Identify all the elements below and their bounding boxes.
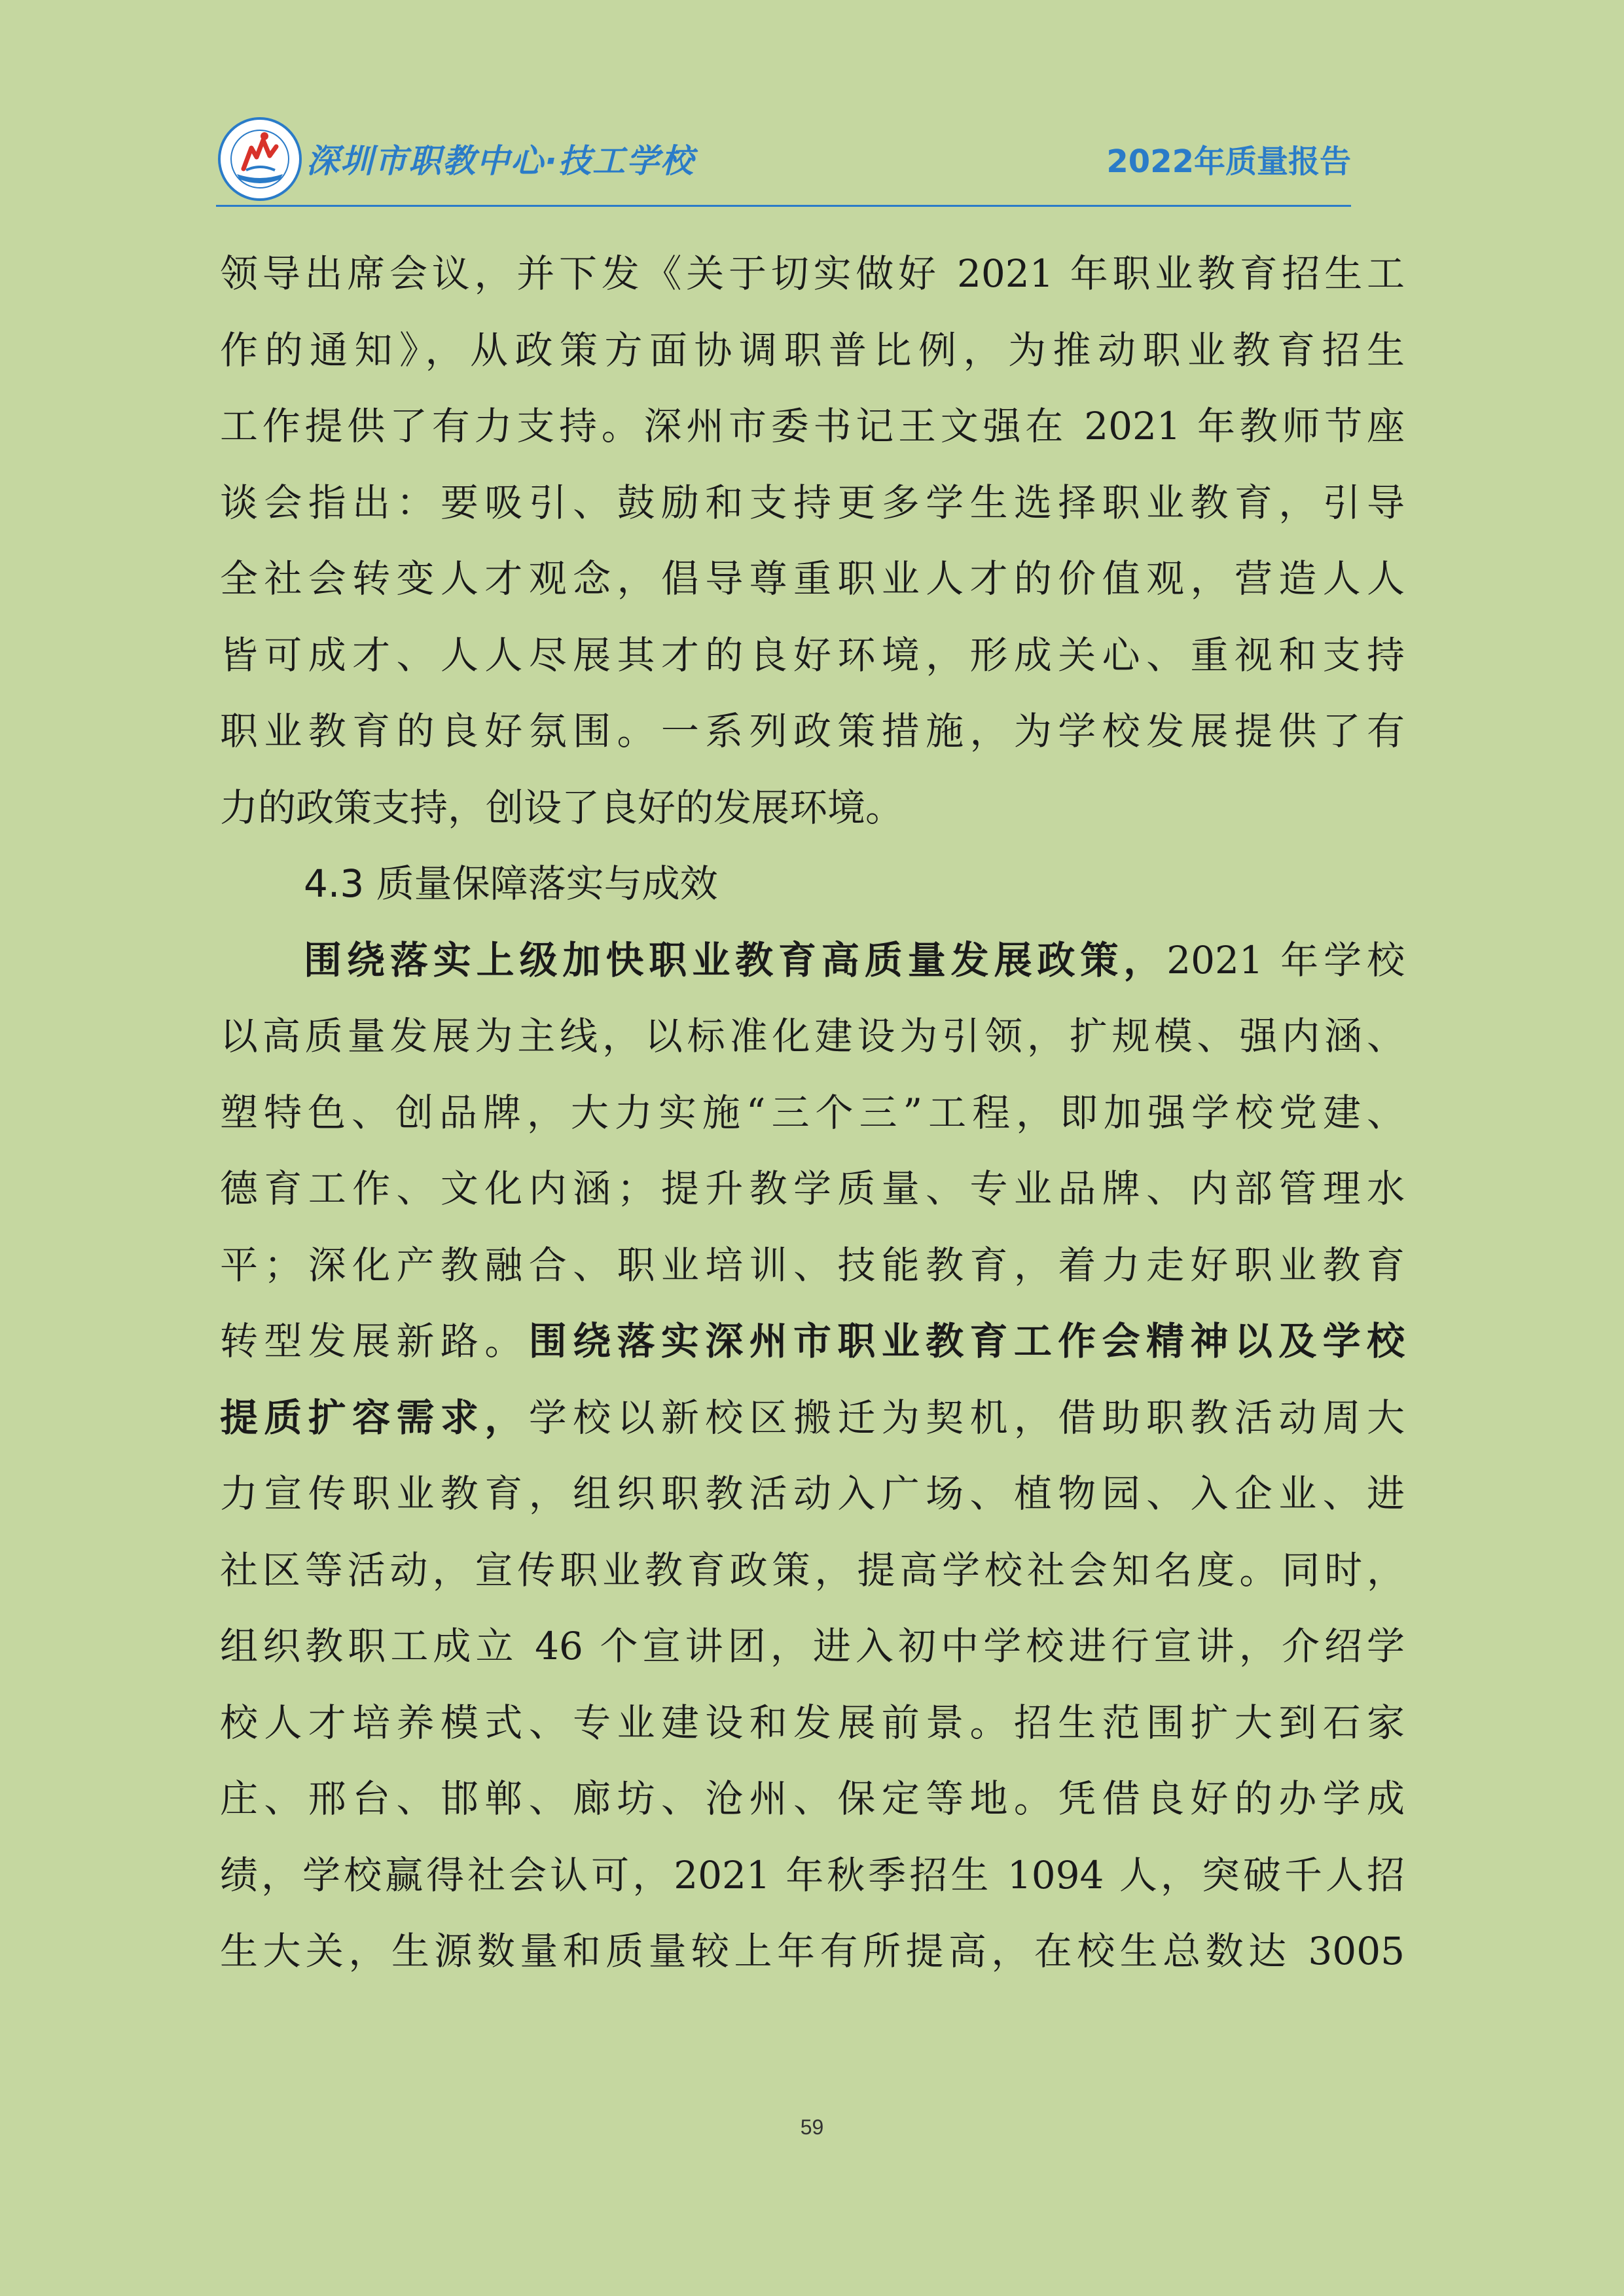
- text-line: 组织教职工成立 46 个宣讲团，进入初中学校进行宣讲，介绍学: [220, 1624, 1405, 1668]
- text-line: 德育工作、文化内涵；提升教学质量、专业品牌、内部管理水: [220, 1166, 1405, 1211]
- text-line: 谈会指出：要吸引、鼓励和支持更多学生选择职业教育，引导: [220, 480, 1405, 525]
- text-line: 校人才培养模式、专业建设和发展前景。招生范围扩大到石家: [220, 1700, 1405, 1745]
- school-name: 深圳市职教中心·技工学校: [306, 142, 695, 180]
- text-line: [220, 1303, 1405, 1380]
- text-line: 职业教育的良好氛围。一系列政策措施，为学校发展提供了有: [220, 709, 1405, 753]
- text-line: 作的通知》，从政策方面协调职普比例，为推动职业教育招生: [220, 327, 1405, 372]
- text-line: 力的政策支持，创设了良好的发展环境。: [220, 785, 904, 830]
- document-body: [220, 236, 1405, 1990]
- header-divider: [216, 205, 1351, 207]
- page-number: 59: [800, 2115, 824, 2139]
- text-line: [220, 922, 1405, 999]
- text-line: 力宣传职业教育，组织职教活动入广场、植物园、入企业、进: [220, 1471, 1405, 1516]
- text-span: 学校以新校区搬迁为契机，借助职教活动周大: [528, 1395, 1405, 1440]
- bold-phrase: 围绕落实上级加快职业教育高质量发展政策，: [304, 937, 1167, 982]
- text-line: 以高质量发展为主线，以标准化建设为引领，扩规模、强内涵、: [220, 1014, 1405, 1058]
- text-line: 领导出席会议，并下发《关于切实做好 2021 年职业教育招生工: [220, 251, 1405, 296]
- text-span: 2021 年学校: [1166, 937, 1405, 982]
- text-line: [220, 1380, 1405, 1456]
- text-line: 全社会转变人才观念，倡导尊重职业人才的价值观，营造人人: [220, 556, 1405, 601]
- text-span: 转型发展新路。: [220, 1319, 529, 1363]
- text-line: 社区等活动，宣传职业教育政策，提高学校社会知名度。同时，: [220, 1547, 1405, 1592]
- text-line: 生大关，生源数量和质量较上年有所提高，在校生总数达 3005: [220, 1929, 1405, 1973]
- bold-phrase: 围绕落实深州市职业教育工作会精神以及学校: [528, 1319, 1405, 1363]
- text-line: 绩，学校赢得社会认可，2021 年秋季招生 1094 人，突破千人招: [220, 1852, 1405, 1897]
- report-title: 2022年质量报告: [1106, 143, 1351, 180]
- text-line: 平；深化产教融合、职业培训、技能教育，着力走好职业教育: [220, 1242, 1405, 1287]
- text-line: 工作提供了有力支持。深州市委书记王文强在 2021 年教师节座: [220, 404, 1405, 448]
- school-logo-icon: [217, 117, 302, 202]
- page-header: [216, 111, 1351, 209]
- text-line: 塑特色、创品牌，大力实施“三个三”工程，即加强学校党建、: [220, 1090, 1405, 1135]
- section-heading: 4.3 质量保障落实与成效: [304, 861, 718, 906]
- text-line: 庄、邢台、邯郸、廊坊、沧州、保定等地。凭借良好的办学成: [220, 1776, 1405, 1821]
- bold-phrase: 提质扩容需求，: [220, 1395, 529, 1440]
- text-line: 皆可成才、人人尽展其才的良好环境，形成关心、重视和支持: [220, 632, 1405, 677]
